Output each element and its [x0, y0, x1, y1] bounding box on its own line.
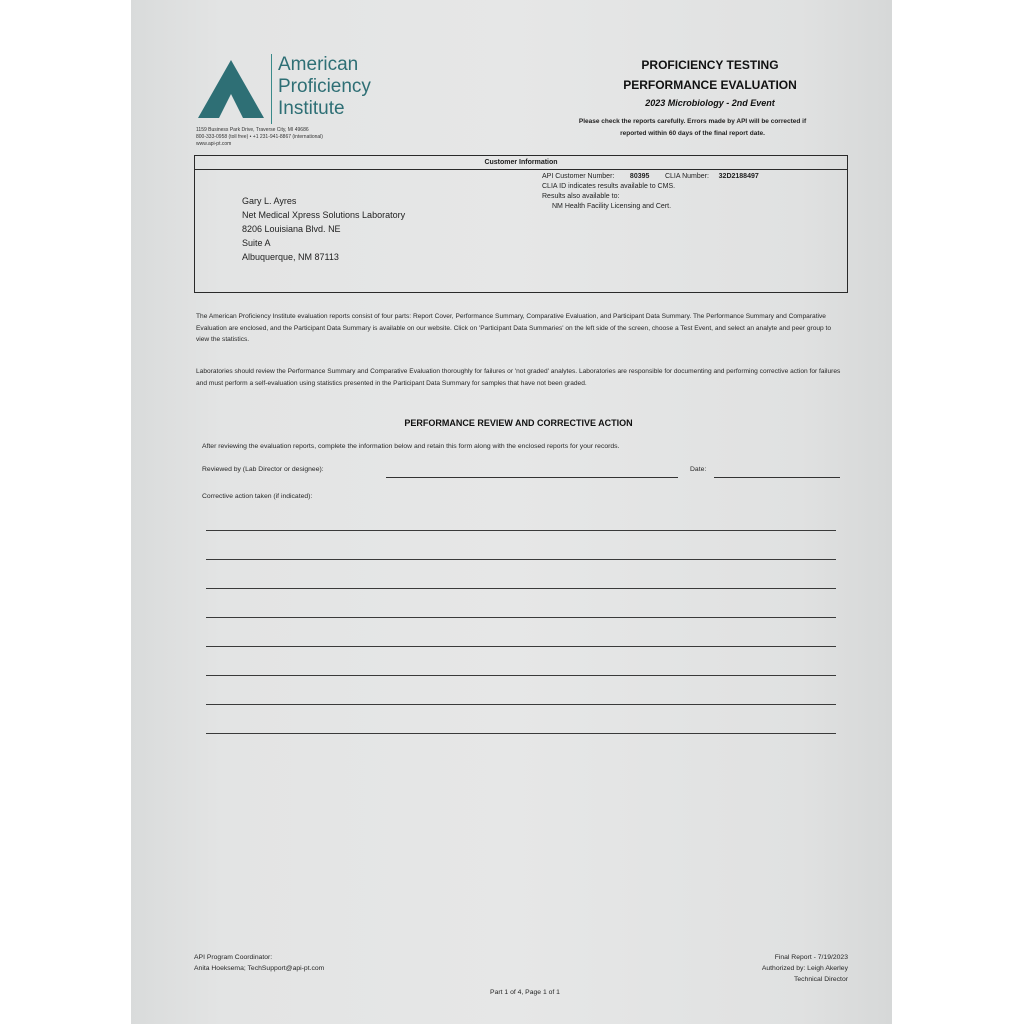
writing-line[interactable]: [206, 704, 836, 705]
results-recipient: NM Health Facility Licensing and Cert.: [552, 203, 672, 210]
reviewed-by-label: Reviewed by (Lab Director or designee):: [202, 466, 324, 473]
corrective-action-label: Corrective action taken (if indicated):: [202, 493, 313, 500]
report-title-2: PERFORMANCE EVALUATION: [623, 78, 797, 92]
reviewed-by-signature-line[interactable]: [386, 477, 678, 478]
logo-address-block: [196, 127, 323, 148]
responsibility-paragraph: Laboratories should review the Performance Summary and Comparative Evaluation thoroughly for failures or 'not graded' analytes. Laboratories are responsible for documenting and performing corrective action for failures and must perform a self-evaluation using statistics presented in the Participant Data Summary for samples that have not been graded.: [196, 368, 841, 387]
correction-note: Please check the reports carefully. Errors made by API will be corrected if reported within 60 days of the final report date.: [578, 118, 807, 137]
writing-line[interactable]: [206, 733, 836, 734]
page-number: Part 1 of 4, Page 1 of 1: [490, 989, 560, 996]
logo-name: American Proficiency Institute: [278, 54, 371, 119]
customer-info-title: Customer Information: [195, 156, 847, 170]
customer-identifiers: [542, 172, 759, 212]
logo-website: www.api-pt.com: [196, 141, 232, 147]
final-report-date: Final Report - 7/19/2023: [774, 954, 848, 961]
customer-address: Gary L. Ayres Net Medical Xpress Solutions Laboratory 8206 Louisiana Blvd. NE Suite A Albuquerque, NM 87113: [242, 196, 406, 262]
date-label: Date:: [690, 466, 707, 473]
api-logo-icon: [196, 58, 266, 120]
date-signature-line[interactable]: [714, 477, 840, 478]
clia-number: 32D2188497: [718, 173, 759, 180]
customer-number-label: API Customer Number:: [542, 173, 615, 180]
section-heading: PERFORMANCE REVIEW AND CORRECTIVE ACTION: [404, 418, 633, 428]
review-instruction: After reviewing the evaluation reports, complete the information below and retain this form along with the enclosed reports for your records.: [202, 443, 620, 450]
footer-coordinator: API Program Coordinator: Anita Hoeksema; TechSupport@api-pt.com: [194, 954, 325, 972]
coordinator-contact: Anita Hoeksema; TechSupport@api-pt.com: [194, 965, 325, 972]
authorized-by: Authorized by: Leigh Akerley: [761, 965, 848, 972]
footer-authorization: [700, 952, 848, 985]
report-title-1: PROFICIENCY TESTING: [641, 58, 779, 72]
intro-paragraph: The American Proficiency Institute evaluation reports consist of four parts: Report Cover, Performance Summary, Comparative Evaluation, and Participant Data Summary. The Performance Summary and Comparative Evaluation are enclosed, and the Participant Data Summary is available on our website. Click on 'Participant Data Summaries' on the left side of the screen, choose a Test Event, and select an analyte and peer group to view the statistics.: [196, 313, 832, 343]
logo-address: 1159 Business Park Drive, Traverse City, MI 49686: [196, 127, 309, 133]
results-label: Results also available to:: [542, 193, 620, 200]
writing-line[interactable]: [206, 588, 836, 589]
writing-line[interactable]: [206, 617, 836, 618]
clia-note: CLIA ID indicates results available to CMS.: [542, 183, 676, 190]
writing-line[interactable]: [206, 675, 836, 676]
writing-line[interactable]: [206, 559, 836, 560]
writing-line[interactable]: [206, 646, 836, 647]
logo-divider: [271, 54, 272, 124]
logo-phones: 800-333-0958 (toll free) • +1 231-941-8867 (international): [196, 134, 323, 140]
customer-number: 80395: [629, 173, 650, 180]
clia-label: CLIA Number:: [664, 173, 709, 180]
director-title: Technical Director: [793, 976, 848, 983]
writing-line[interactable]: [206, 530, 836, 531]
event-name: 2023 Microbiology - 2nd Event: [645, 98, 775, 108]
report-page: [131, 0, 892, 1024]
